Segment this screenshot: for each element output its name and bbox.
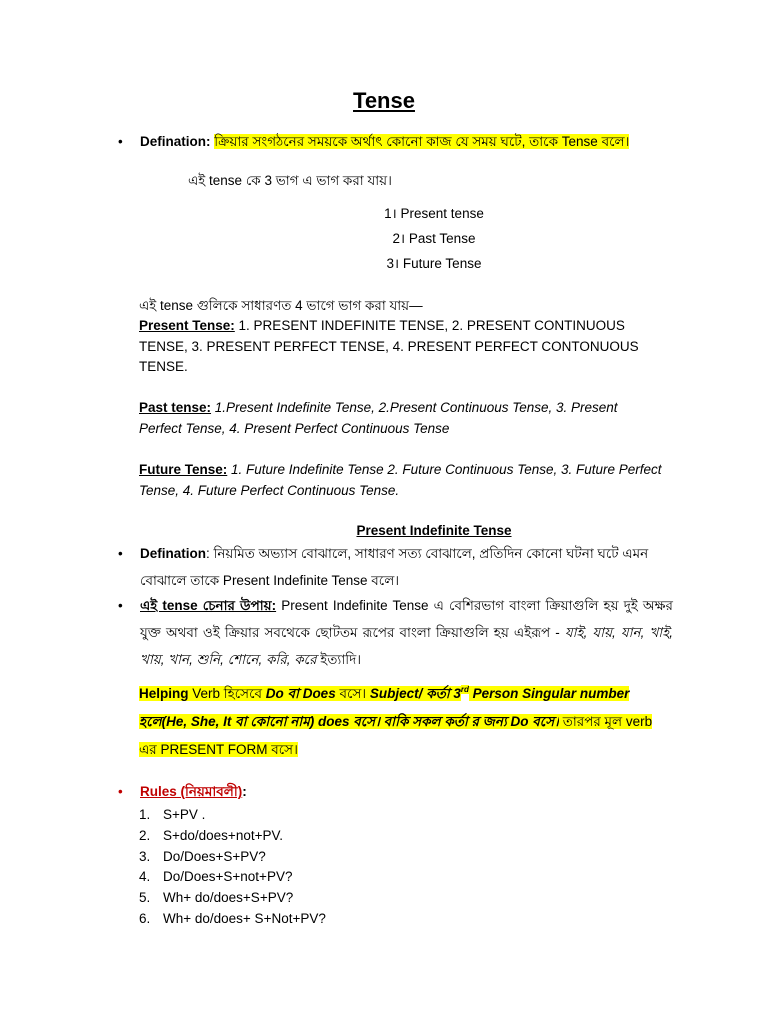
helping-label: Helping xyxy=(139,685,189,701)
definition-label: Defination: xyxy=(140,134,211,149)
rule-text: Wh+ do/does+S+PV? xyxy=(163,890,294,906)
list-item xyxy=(139,805,326,826)
list-item xyxy=(139,826,326,847)
list-item xyxy=(139,867,326,888)
rule-number: 5. xyxy=(139,890,151,906)
recognition-bullet xyxy=(118,592,673,673)
recognition-suffix: ইত্যাদি। xyxy=(316,652,362,667)
present-tense-paragraph xyxy=(139,316,664,378)
helping-do-does: Do বা Does xyxy=(265,685,336,701)
bullet-icon: • xyxy=(118,546,123,561)
helping-verb-paragraph xyxy=(139,676,659,764)
helping-text-2: বসে। xyxy=(335,685,370,701)
recognition-examples: যাই, যায়, যান, খাই, খায়, খান, শুনি, শোনে, করি, করে xyxy=(140,625,673,667)
bullet-icon: • xyxy=(118,598,123,613)
rule-text: Do/Does+S+not+PV? xyxy=(163,869,293,885)
rule-number: 4. xyxy=(139,869,151,885)
list-item xyxy=(139,909,326,930)
division-text: এই tense কে 3 ভাগ এ ভাগ করা যায়। xyxy=(188,173,392,188)
rules-list xyxy=(139,805,326,930)
rule-number: 2. xyxy=(139,827,151,843)
list-item xyxy=(139,847,326,868)
helping-rule-text: Person Singular number হলে(He, She, It বা কোনো নাম) does বসে। বাকি সকল কর্তা র জন্য Do বসে। xyxy=(139,685,630,729)
pit-definition-bullet xyxy=(118,540,670,594)
present-tense-text: 1. PRESENT INDEFINITE TENSE, 2. PRESENT CONTINUOUS TENSE, 3. PRESENT PERFECT TENSE, 4. PRESENT PERFECT CONTONUOUS TENSE. xyxy=(139,318,639,374)
recognition-label: এই tense চেনার উপায়: xyxy=(140,598,277,613)
definition-text: ক্রিয়ার সংগঠনের সময়কে অর্থাৎ কোনো কাজ যে সময় ঘটে, তাকে Tense বলে। xyxy=(214,134,630,149)
past-tense-label: Past tense: xyxy=(139,400,212,415)
rule-number: 6. xyxy=(139,910,151,926)
bullet-icon: • xyxy=(118,134,123,149)
rule-text: S+PV . xyxy=(163,807,206,822)
rule-number: 3. xyxy=(139,848,151,864)
past-tense-paragraph xyxy=(139,398,664,439)
helping-text-1: Verb হিসেবে xyxy=(188,685,266,701)
pit-definition-text: : নিয়মিত অভ্যাস বোঝালে, সাধারণ সত্য বোঝালে, প্রতিদিন কোনো ঘটনা ঘটে এমন বোঝালে তাকে Present Indefinite Tense বলে। xyxy=(140,546,649,588)
recognition-text: Present Indefinite Tense এ বেশিরভাগ বাংলা ক্রিয়াগুলি হয় দুই অক্ষর যুক্ত অথবা ওই ক্রিয়ার সবথেকে ছোটতম রূপের বাংলা ক্রিয়াগুলি হয় এইরূপ - xyxy=(140,598,673,640)
list-item xyxy=(139,888,326,909)
rule-number: 1. xyxy=(139,807,151,822)
future-tense-text: 1. Future Indefinite Tense 2. Future Continuous Tense, 3. Future Perfect Tense, 4. Future Perfect Continuous Tense. xyxy=(139,462,662,498)
helping-subject: Subject/ কর্তা 3 xyxy=(369,685,461,701)
bullet-icon: • xyxy=(118,784,123,799)
future-tense-label: Future Tense: xyxy=(139,462,228,477)
page-title: Tense xyxy=(353,88,415,113)
rule-text: Do/Does+S+PV? xyxy=(163,848,266,864)
future-tense-paragraph xyxy=(139,460,664,501)
four-parts-text: এই tense গুলিকে সাধারণত 4 ভাগে ভাগ করা যায়— xyxy=(139,298,423,313)
rules-colon: : xyxy=(242,784,247,799)
definition-bullet xyxy=(118,128,678,155)
helping-present-form: তারপর মূল verb এর PRESENT FORM বসে। xyxy=(139,713,653,757)
pit-definition-label: Defination xyxy=(140,546,206,561)
rules-bullet xyxy=(118,778,678,805)
past-tense-text: 1.Present Indefinite Tense, 2.Present Continuous Tense, 3. Present Perfect Tense, 4. Present Perfect Continuous Tense xyxy=(139,400,618,436)
tense-list-item-1: 1। Present tense xyxy=(384,206,484,221)
helping-superscript: rd xyxy=(460,685,469,694)
section-heading: Present Indefinite Tense xyxy=(356,523,512,538)
tense-list-item-2: 2। Past Tense xyxy=(392,231,476,246)
rules-label: Rules (নিয়মাবলী) xyxy=(140,784,243,799)
tense-list-item-3: 3। Future Tense xyxy=(386,256,482,271)
present-tense-label: Present Tense: xyxy=(139,318,235,333)
rule-text: S+do/does+not+PV. xyxy=(163,827,283,843)
rule-text: Wh+ do/does+ S+Not+PV? xyxy=(163,910,326,926)
